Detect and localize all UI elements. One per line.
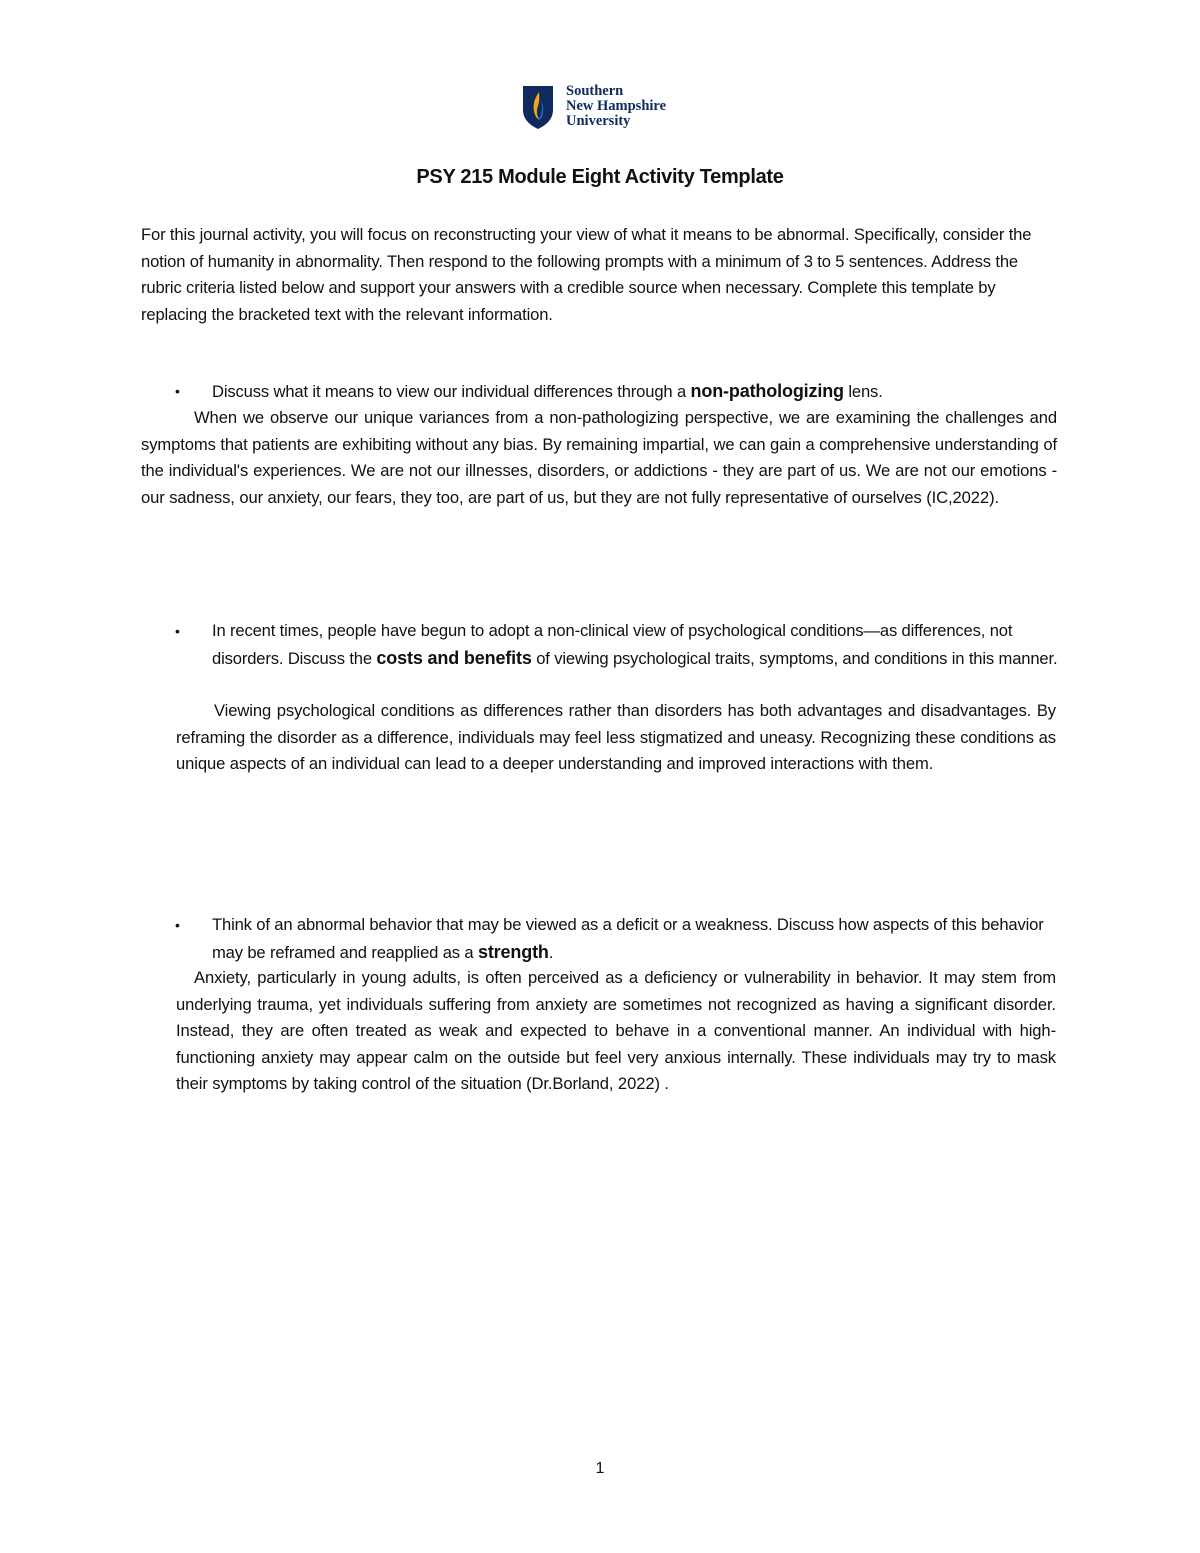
prompt-2-text: In recent times, people have begun to adopt a non-clinical view of psychological conditions—as differences, not disorders. Discuss the	[212, 621, 1013, 668]
prompt-3-emphasis: strength	[477, 941, 549, 962]
prompt-1-emphasis: non-pathologizing	[690, 381, 844, 401]
prompt-1-text: Discuss what it means to view our individual differences through a	[212, 382, 691, 401]
answer-2: Viewing psychological conditions as differences rather than disorders has both advantages and disadvantages. By reframing the disorder as a difference, individuals may feel less stigmatized and uneasy. Recognizing these conditions as unique aspects of an individual can lead to a deeper understanding and improved interactions with them.	[176, 701, 1056, 773]
logo-wordmark	[566, 84, 666, 129]
page-title: PSY 215 Module Eight Activity Template	[416, 166, 784, 188]
prompt-3-text-end: .	[548, 942, 554, 962]
intro-paragraph: For this journal activity, you will focus on reconstructing your view of what it means to be abnormal. Specifically, consider the notion of humanity in abnormality. Then respond to the following prompts with a minimum of 3 to 5 sentences. Address the rubric criteria listed below and support your answers with a credible source when necessary. Complete this template by replacing the bracketed text with the relevant information.	[141, 225, 1032, 324]
prompt-2-text-end: of viewing psychological traits, symptoms, and conditions in this manner.	[531, 648, 1058, 668]
logo-line-1: Southern	[566, 83, 624, 99]
prompt-2	[175, 618, 1062, 672]
prompt-2-emphasis: costs and benefits	[376, 647, 532, 668]
prompt-3	[175, 912, 1052, 966]
page-number: 1	[595, 1460, 605, 1477]
answer-3: Anxiety, particularly in young adults, is often perceived as a deficiency or vulnerability in behavior. It may stem from underlying trauma, yet individuals suffering from anxiety are sometimes not recognized as having a significant disorder. Instead, they are often treated as weak and expected to behave in a conventional manner. An individual with high-functioning anxiety may appear calm on the outside but feel very anxious internally. These individuals may try to mask their symptoms by taking control of the situation (Dr.Borland, 2022) .	[176, 968, 1056, 1093]
logo-line-3: University	[566, 113, 631, 129]
bullet-icon: •	[175, 917, 180, 933]
bullet-icon: •	[175, 623, 180, 639]
answer-1: When we observe our unique variances from a non-pathologizing perspective, we are examining the challenges and symptoms that patients are exhibiting without any bias. By remaining impartial, we can gain a comprehensive understanding of the individual's experiences. We are not our illnesses, disorders, or addictions - they are part of us. We are not our emotions - our sadness, our anxiety, our fears, they too, are part of us, but they are not fully representative of ourselves (IC,2022).	[141, 408, 1057, 507]
university-logo	[521, 84, 701, 134]
logo-line-2: New Hampshire	[566, 98, 667, 114]
prompt-3-text: Think of an abnormal behavior that may be viewed as a deficit or a weakness. Discuss how aspects of this behavior may be reframed and reapplied as a	[212, 915, 1044, 962]
bullet-icon: •	[175, 383, 180, 399]
prompt-1-text-end: lens.	[843, 382, 883, 401]
flame-shield-icon	[521, 84, 555, 130]
prompt-1	[175, 378, 1072, 406]
